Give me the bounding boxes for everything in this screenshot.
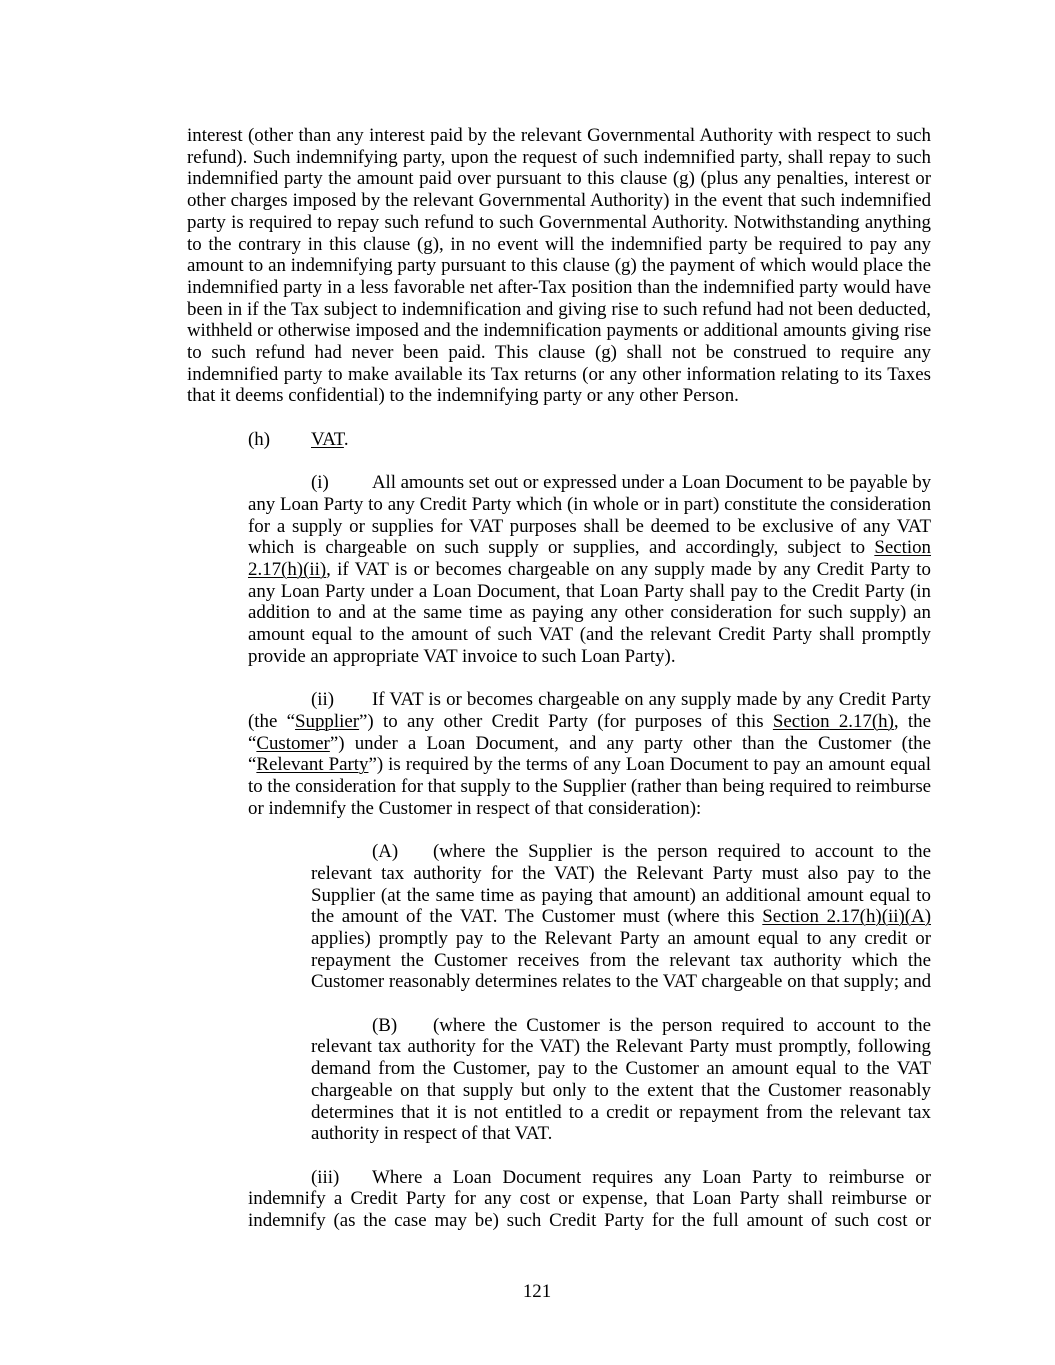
text-line: chargeable on that supply but only to the extent that the Customer reasonably (311, 1079, 931, 1101)
text-segment: (the “ (248, 710, 296, 732)
document-page-body (187, 125, 931, 1253)
text-line: determines that it is not entitled to a credit or repayment from the relevant tax (311, 1101, 931, 1123)
text-segment: “ (248, 754, 257, 776)
text-line: other charges imposed by the relevant Governmental Authority) in the event that such indemnified (187, 190, 931, 212)
paragraph-marker: (ii) (311, 689, 335, 711)
text-line (248, 754, 931, 776)
line-text: All amounts set out or expressed under a Loan Document to be payable by (372, 472, 931, 494)
text-line (248, 559, 931, 581)
text-segment: , the (893, 710, 931, 732)
text-line: indemnified party to make available its Tax returns (or any other information relating to its Taxes (187, 363, 931, 385)
section-h-title-wrap (311, 429, 349, 451)
section-h-heading (248, 429, 931, 451)
line-text: (where the Supplier is the person required to account to the (433, 841, 931, 863)
text-line: any Loan Party to any Credit Party which (in whole or in part) constitute the consideration (248, 493, 931, 515)
text-line: relevant tax authority for the VAT) the Relevant Party must also pay to the (311, 862, 931, 884)
text-segment: ”) under a Loan Document, and any party other than the Customer (the (329, 732, 931, 754)
text-line: indemnify a Credit Party for any cost or expense, that Loan Party shall reimburse or (248, 1188, 931, 1210)
paragraph-h-iii (248, 1167, 931, 1232)
line-text: (where the Customer is the person required to account to the (433, 1014, 931, 1036)
underlined-term: Section (874, 537, 931, 559)
text-line: to such refund had never been paid. This clause (g) shall not be construed to require any (187, 342, 931, 364)
first-text-line (311, 1015, 931, 1037)
text-line: that it deems confidential) to the indemnifying party or any other Person. (187, 385, 739, 407)
text-segment: ”) to any other Credit Party (for purposes of this (359, 710, 773, 732)
text-line: indemnified party in a less favorable net after-Tax position than the indemnified party would have (187, 276, 931, 298)
underlined-term: Relevant Party (256, 754, 369, 776)
text-line: provide an appropriate VAT invoice to such Loan Party). (248, 645, 676, 667)
first-text-line (311, 841, 931, 863)
text-line: amount equal to the amount of such VAT (and the relevant Credit Party shall promptly (248, 624, 931, 646)
text-line: repayment the Customer receives from the relevant tax authority which the (311, 949, 931, 971)
text-line: amount to an indemnifying party pursuant to this clause (g) the payment of which would place the (187, 255, 931, 277)
text-line: relevant tax authority for the VAT) the Relevant Party must promptly, following (311, 1036, 931, 1058)
paragraph-marker: (i) (311, 472, 329, 494)
text-line: indemnified party the amount paid over pursuant to this clause (g) (plus any penalties, interest or (187, 168, 931, 190)
section-h-number: (h) (248, 428, 271, 450)
underlined-term: 2.17(h)(ii) (248, 559, 327, 581)
text-line: to the consideration for that supply to the Supplier (rather than being required to reimburse (248, 776, 931, 798)
underlined-term: Supplier (295, 710, 360, 732)
text-segment: which is chargeable on such supply or supplies, and accordingly, subject to (248, 537, 875, 559)
text-line: applies) promptly pay to the Relevant Party an amount equal to any credit or (311, 927, 931, 949)
paragraph-clause-g-continuation (187, 125, 931, 407)
text-line: indemnify (as the case may be) such Credit Party for the full amount of such cost or (248, 1210, 931, 1232)
text-line: withheld or otherwise imposed and the indemnification payments or additional amounts giving rise (187, 320, 931, 342)
underlined-term: Section 2.17(h)(ii)(A) (762, 906, 931, 928)
first-text-line (248, 472, 931, 494)
paragraph-h-ii-b (311, 1015, 931, 1145)
first-text-line (248, 689, 931, 711)
text-line (248, 711, 931, 733)
text-line: to the contrary in this clause (g), in no event will the indemnified party be required to pay any (187, 233, 931, 255)
first-text-line (248, 1167, 931, 1189)
paragraph-h-ii-a (311, 841, 931, 993)
line-text: Where a Loan Document requires any Loan Party to reimburse or (372, 1166, 931, 1188)
text-line: or indemnify the Customer in respect of that consideration): (248, 797, 702, 819)
paragraph-h-i (248, 472, 931, 667)
paragraph-marker: (A) (372, 841, 399, 863)
text-line: addition to and at the same time as paying any other consideration for such supply) an (248, 602, 931, 624)
text-segment: ”) is required by the terms of any Loan Document to pay an amount equal (368, 754, 931, 776)
text-segment: “ (248, 732, 257, 754)
text-line: Customer reasonably determines relates to the VAT chargeable on that supply; and (311, 971, 931, 993)
text-line: interest (other than any interest paid by the relevant Governmental Authority with respect to such (187, 125, 931, 146)
text-line (248, 537, 931, 559)
text-line: been in if the Tax subject to indemnification and giving rise to such refund had not been deducted, (187, 298, 931, 320)
text-line: authority in respect of that VAT. (311, 1123, 553, 1145)
text-line: Supplier (at the same time as paying that amount) an additional amount equal to (311, 884, 931, 906)
underlined-term: Customer (256, 732, 330, 754)
paragraph-h-ii (248, 689, 931, 819)
text-line: any Loan Party under a Loan Document, that Loan Party shall pay to the Credit Party (in (248, 580, 931, 602)
text-line: for a supply or supplies for VAT purposes shall be deemed to be exclusive of any VAT (248, 515, 931, 537)
section-h-title-suffix: . (343, 428, 349, 450)
text-line (248, 733, 931, 755)
text-segment: the amount of the VAT. The Customer must (where this (311, 906, 763, 928)
text-segment: , if VAT is or becomes chargeable on any supply made by any Credit Party to (326, 559, 931, 581)
text-line: party is required to repay such refund to such Governmental Authority. Notwithstanding anything (187, 211, 931, 233)
underlined-term: Section 2.17(h) (772, 710, 894, 732)
section-h-title: VAT (311, 428, 344, 450)
paragraph-marker: (B) (372, 1014, 398, 1036)
text-line: refund). Such indemnifying party, upon the request of such indemnified party, shall repay to such (187, 146, 931, 168)
text-line: demand from the Customer, pay to the Customer an amount equal to the VAT (311, 1058, 931, 1080)
text-line (311, 906, 931, 928)
page-number: 121 (522, 1281, 552, 1302)
paragraph-marker: (iii) (311, 1166, 340, 1188)
line-text: If VAT is or becomes chargeable on any supply made by any Credit Party (372, 689, 931, 711)
